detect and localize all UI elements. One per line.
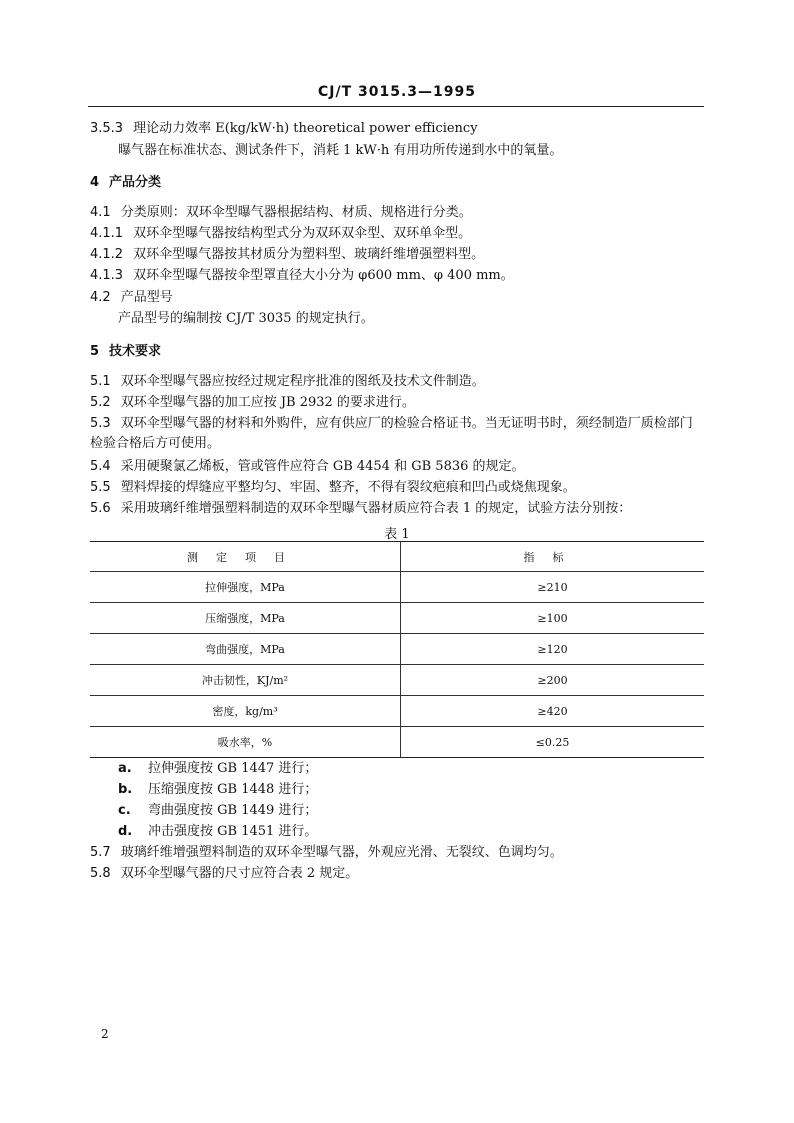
- clause-number: 5.3: [90, 416, 111, 431]
- table-cell-value: ≤0.25: [401, 727, 705, 758]
- material-properties-table: [90, 541, 704, 758]
- clause-text: 双环伞型曝气器应按经过规定程序批准的图纸及技术文件制造。: [120, 374, 485, 389]
- note-text: 压缩强度按 GB 1448 进行；: [148, 782, 318, 797]
- table-row: [90, 696, 704, 727]
- clause-text: 分类原则：双环伞型曝气器根据结构、材质、规格进行分类。: [120, 205, 472, 220]
- note-c: [118, 802, 317, 820]
- clause-text: 采用硬聚氯乙烯板，管或管件应符合 GB 4454 和 GB 5836 的规定。: [120, 459, 525, 474]
- clause-number: 5.2: [90, 395, 111, 410]
- section-number: 4: [90, 175, 100, 190]
- note-d: [118, 823, 317, 841]
- clause-text: 采用玻璃纤维增强塑料制造的双环伞型曝气器材质应符合表 1 的规定，试验方法分别按：: [120, 501, 632, 516]
- note-text: 弯曲强度按 GB 1449 进行；: [148, 803, 318, 818]
- table-row: [90, 634, 704, 665]
- table-row: [90, 603, 704, 634]
- clause-number: 4.1.1: [90, 226, 124, 241]
- column-header-item: 测定项目: [90, 542, 401, 572]
- table-cell-item: 吸水率，%: [90, 727, 401, 758]
- table-cell-value: ≥200: [401, 665, 705, 696]
- table-cell-value: ≥210: [401, 572, 705, 603]
- clause-5-5: [90, 479, 576, 497]
- clause-4-2: [90, 289, 173, 307]
- clause-4-1-2: [90, 246, 484, 264]
- table-cell-item: 拉伸强度，MPa: [90, 572, 401, 603]
- table-cell-value: ≥100: [401, 603, 705, 634]
- clause-text: 双环伞型曝气器的加工应按 JB 2932 的要求进行。: [120, 395, 415, 410]
- clause-5-1: [90, 373, 485, 391]
- clause-text: 双环伞型曝气器按结构型式分为双环双伞型、双环单伞型。: [133, 226, 472, 241]
- section-3-5-3-body: 曝气器在标准状态、测试条件下，消耗 1 kW·h 有用功所传递到水中的氧量。: [118, 143, 563, 158]
- table-cell-item: 密度，kg/m³: [90, 696, 401, 727]
- clause-4-1-3: [90, 267, 514, 285]
- clause-text: 双环伞型曝气器的尺寸应符合表 2 规定。: [120, 866, 359, 881]
- table-row: [90, 572, 704, 603]
- note-text: 拉伸强度按 GB 1447 进行；: [148, 761, 318, 776]
- table-cell-value: ≥120: [401, 634, 705, 665]
- section-number: 5: [90, 344, 100, 359]
- note-b: [118, 781, 317, 799]
- clause-text: 双环伞型曝气器按其材质分为塑料型、玻璃纤维增强塑料型。: [133, 247, 485, 262]
- section-title: 理论动力效率 E(kg/kW·h) theoretical power efficiency: [133, 121, 478, 136]
- clause-number: 5.4: [90, 459, 111, 474]
- table-header-row: [90, 542, 704, 572]
- section-5-heading: [90, 343, 161, 361]
- clause-5-3: [90, 414, 704, 454]
- clause-text: 玻璃纤维增强塑料制造的双环伞型曝气器，外观应光滑、无裂纹、色调均匀。: [120, 845, 563, 860]
- table-cell-item: 冲击韧性，KJ/m²: [90, 665, 401, 696]
- clause-5-8: [90, 865, 358, 883]
- section-title: 产品分类: [109, 175, 162, 190]
- note-letter: a.: [118, 761, 132, 776]
- clause-number: 5.5: [90, 480, 111, 495]
- clause-text: 产品型号: [120, 290, 173, 305]
- table-cell-item: 弯曲强度，MPa: [90, 634, 401, 665]
- note-letter: c.: [118, 803, 131, 818]
- clause-text: 双环伞型曝气器按伞型罩直径大小分为 φ600 mm、φ 400 mm。: [133, 268, 514, 283]
- page-number: 2: [101, 1027, 109, 1041]
- note-letter: b.: [118, 782, 133, 797]
- clause-5-4: [90, 458, 525, 476]
- clause-number: 4.1.2: [90, 247, 124, 262]
- section-number: 3.5.3: [90, 121, 124, 136]
- clause-number: 5.7: [90, 845, 111, 860]
- clause-text: 双环伞型曝气器的材料和外购件，应有供应厂的检验合格证书。当无证明书时，须经制造厂质检部门检验合格后方可使用。: [90, 416, 693, 451]
- clause-text: 塑料焊接的焊缝应平整均匀、牢固、整齐，不得有裂纹疤痕和凹凸或烧焦现象。: [120, 480, 576, 495]
- clause-4-1: [90, 204, 472, 222]
- clause-4-2-body: 产品型号的编制按 CJ/T 3035 的规定执行。: [118, 311, 374, 326]
- column-header-value: 指标: [401, 542, 705, 572]
- table-row: [90, 665, 704, 696]
- section-3-5-3-title: [90, 120, 478, 138]
- clause-5-6: [90, 500, 631, 518]
- section-title: 技术要求: [109, 344, 162, 359]
- note-letter: d.: [118, 824, 133, 839]
- clause-5-7: [90, 844, 563, 862]
- clause-4-1-1: [90, 225, 471, 243]
- clause-number: 5.1: [90, 374, 111, 389]
- section-4-heading: [90, 174, 161, 192]
- table-row: [90, 727, 704, 758]
- clause-number: 5.6: [90, 501, 111, 516]
- clause-number: 4.1: [90, 205, 111, 220]
- note-a: [118, 760, 317, 778]
- header-rule: [88, 106, 704, 107]
- clause-number: 4.2: [90, 290, 111, 305]
- clause-5-2: [90, 394, 415, 412]
- document-header: CJ/T 3015.3—1995: [317, 84, 476, 100]
- table-cell-item: 压缩强度，MPa: [90, 603, 401, 634]
- note-text: 冲击强度按 GB 1451 进行。: [148, 824, 318, 839]
- clause-number: 5.8: [90, 866, 111, 881]
- clause-number: 4.1.3: [90, 268, 124, 283]
- table-cell-value: ≥420: [401, 696, 705, 727]
- table-caption: 表 1: [384, 527, 410, 542]
